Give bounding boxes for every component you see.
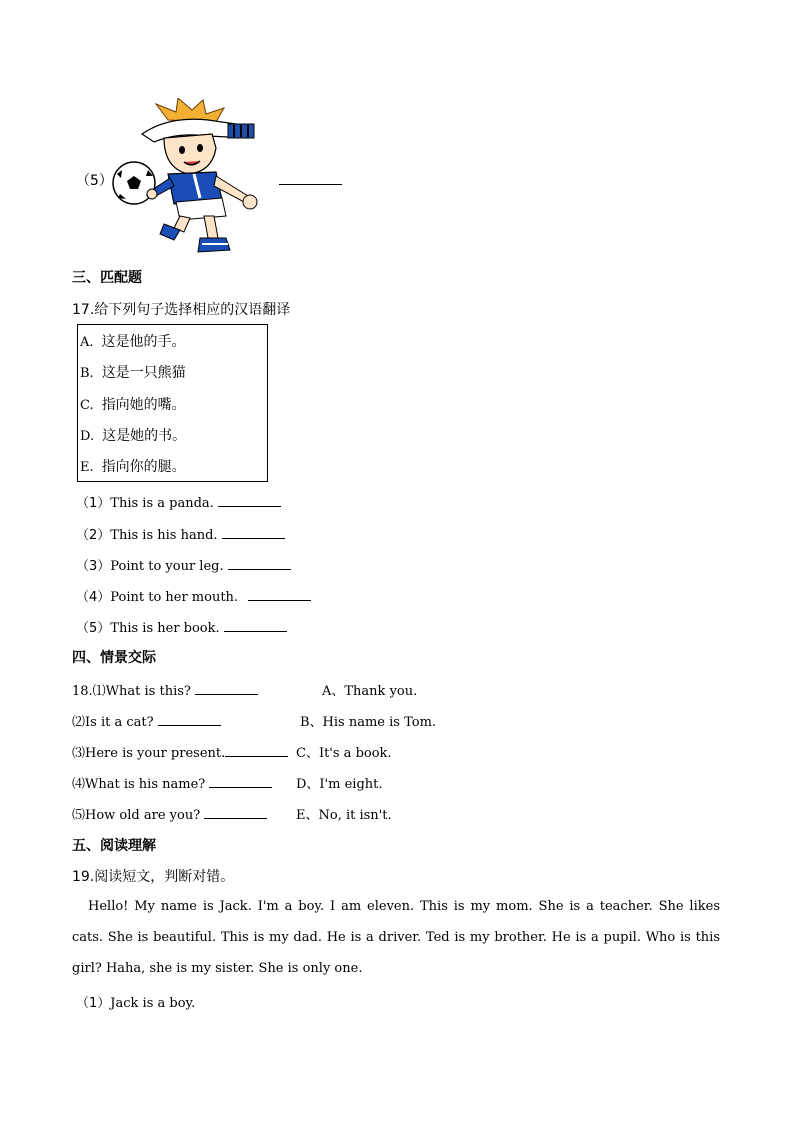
question-text: ⑶Here is your present. [72,746,226,761]
answer-blank[interactable] [224,619,287,632]
option-text: 这是他的手。 [101,334,186,350]
option-text: 指向你的腿。 [101,459,186,475]
item-number: （4） [76,590,111,605]
option-letter: A. [80,335,94,350]
option-a [80,331,186,351]
item-number: （2） [76,528,111,543]
dialog-answer-d: D、I'm eight. [296,777,383,792]
question-17-title: 17.给下列句子选择相应的汉语翻译 [72,302,291,318]
option-letter: B. [80,366,94,381]
match-item-2 [76,524,285,543]
item-text: Jack is a boy. [110,996,196,1011]
dialog-question-4 [72,773,272,792]
q16-item5-number: （5） [76,173,113,189]
answer-blank[interactable] [228,557,291,570]
question-text: ⑷What is his name? [72,777,206,792]
item-number: （3） [76,559,111,574]
dialog-question-5 [72,804,267,823]
option-c [80,394,186,414]
answer-blank[interactable] [248,588,311,601]
item-text: This is a panda. [110,496,214,511]
dialog-answer-b: B、His name is Tom. [300,715,437,730]
option-text: 这是一只熊猫 [101,365,186,381]
dialog-answer-a: A、Thank you. [322,684,418,699]
dialog-answer-e: E、No, it isn't. [296,808,392,823]
option-text: 这是她的书。 [102,428,187,444]
dialog-answer-c: C、It's a book. [296,746,392,761]
option-letter: D. [80,429,95,444]
answer-blank[interactable] [195,682,258,695]
option-b [80,362,186,382]
option-letter: C. [80,398,94,413]
answer-blank[interactable] [222,526,285,539]
dialog-question-1 [72,680,258,699]
option-d [80,425,186,445]
item-text: Point to her mouth. [110,590,239,605]
item-text: Point to your leg. [110,559,224,574]
answer-blank[interactable] [279,172,342,185]
dialog-question-2 [72,711,221,730]
dialog-question-3 [72,742,288,761]
item-number: （1） [76,496,111,511]
answer-blank[interactable] [209,775,272,788]
match-item-4 [76,586,311,605]
match-item-5 [76,617,287,636]
answer-blank[interactable] [158,713,221,726]
item-number: （5） [76,621,111,636]
boy-soccer-illustration [108,98,274,256]
item-number: （1） [76,996,111,1011]
match-item-1 [76,492,281,511]
answer-blank[interactable] [204,806,267,819]
question-text: ⑸How old are you? [72,808,201,823]
section-heading-5: 五、阅读理解 [72,838,156,854]
question-text: 18.⑴What is this? [72,684,191,699]
section-heading-4: 四、情景交际 [72,650,156,666]
option-text: 指向她的嘴。 [101,397,186,413]
item-text: This is his hand. [110,528,218,543]
match-item-3 [76,555,291,574]
item-text: This is her book. [110,621,220,636]
option-e [80,456,186,476]
option-letter: E. [80,460,94,475]
options-box [77,324,268,482]
section-heading-3: 三、匹配题 [72,270,142,286]
reading-passage: Hello! My name is Jack. I'm a boy. I am eleven. This is my mom. She is a teacher. She likes cats. She is beautiful. This is my dad. He is a driver. Ted is my brother. He is a pupil. Who is this girl? Haha, she is my sister. She is only one. [72,899,720,976]
answer-blank[interactable] [225,744,288,757]
question-19-title: 19.阅读短文，判断对错。 [72,869,235,885]
reading-item-1 [76,992,195,1011]
question-text: ⑵Is it a cat? [72,715,154,730]
answer-blank[interactable] [218,494,281,507]
